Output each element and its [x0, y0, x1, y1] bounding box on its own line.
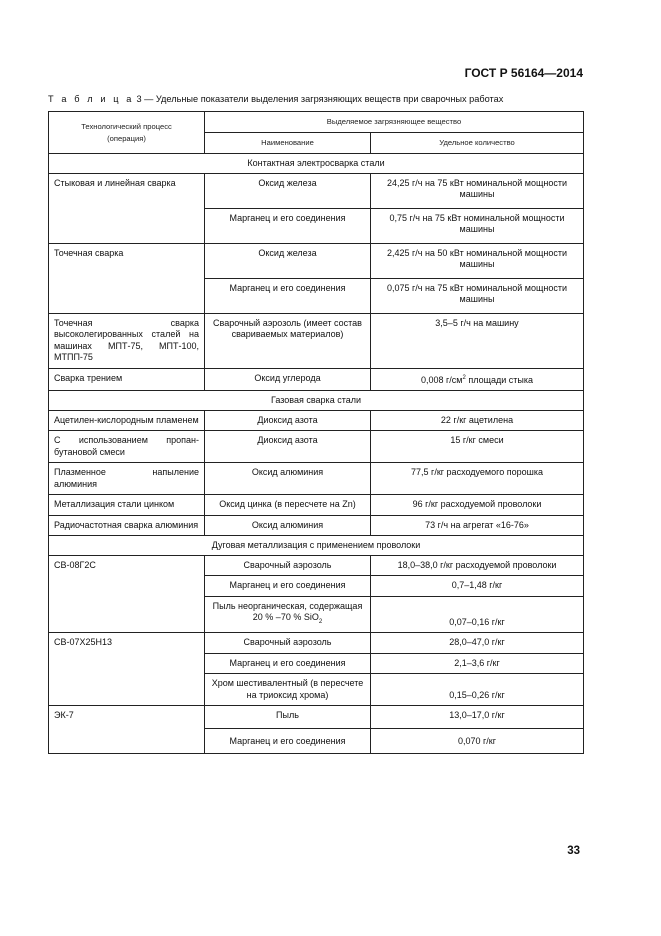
substance-name-cell: Марганец и его соединения — [205, 729, 371, 754]
substance-name-cell: Сварочный аэрозоль (имеет состав свариваемых материалов) — [205, 313, 371, 368]
amount-cell: 18,0–38,0 г/кг расходуемой проволоки — [371, 555, 584, 576]
amount-cell: 0,7–1,48 г/кг — [371, 576, 584, 597]
table-row — [49, 243, 584, 278]
substance-name-cell: Пыль — [205, 706, 371, 729]
amount-cell: 0,75 г/ч на 75 кВт номинальной мощности машины — [371, 208, 584, 243]
table-caption — [48, 94, 588, 104]
amount-cell: 0,075 г/ч на 75 кВт номинальной мощности машины — [371, 278, 584, 313]
process-cell: С использованием пропан-бутановой смеси — [49, 431, 205, 463]
process-cell: Ацетилен-кислородным пламенем — [49, 410, 205, 431]
substance-name-cell: Марганец и его соединения — [205, 278, 371, 313]
substance-name-cell: Марганец и его соединения — [205, 653, 371, 674]
amount-cell: 28,0–47,0 г/кг — [371, 633, 584, 654]
table-row — [49, 313, 584, 368]
amount-cell: 15 г/кг смеси — [371, 431, 584, 463]
amount-cell: 2,1–3,6 г/кг — [371, 653, 584, 674]
substance-name-cell: Оксид углерода — [205, 368, 371, 391]
table-row — [49, 515, 584, 536]
table-row — [49, 463, 584, 495]
substance-name-cell: Марганец и его соединения — [205, 576, 371, 597]
table-caption-text: 3 — Удельные показатели выделения загрязняющих веществ при сварочных работах — [133, 94, 504, 104]
amount-cell: 77,5 г/кг расходуемого порошка — [371, 463, 584, 495]
header-process: Технологический процесс (операция) — [49, 112, 205, 154]
process-cell: Сварка трением — [49, 368, 205, 391]
amount-cell: 96 г/кг расходуемой проволоки — [371, 495, 584, 516]
table-row — [49, 410, 584, 431]
substance-subscript: 2 — [318, 618, 323, 625]
header-amount: Удельное количество — [371, 133, 584, 154]
header-name: Наименование — [205, 133, 371, 154]
process-cell: Плазменное напыление алюминия — [49, 463, 205, 495]
process-cell: СВ-08Г2С — [49, 555, 205, 633]
substance-name-cell — [205, 596, 371, 633]
amount-cell: 13,0–17,0 г/кг — [371, 706, 584, 729]
substance-name-cell: Марганец и его соединения — [205, 208, 371, 243]
substance-name-cell: Оксид железа — [205, 243, 371, 278]
table-row — [49, 368, 584, 391]
table-row — [49, 555, 584, 576]
substance-name-cell: Оксид железа — [205, 173, 371, 208]
process-cell: Стыковая и линейная сварка — [49, 173, 205, 243]
amount-cell — [371, 368, 584, 391]
substance-name-cell: Оксид алюминия — [205, 463, 371, 495]
table-caption-prefix: Т а б л и ц а — [48, 94, 134, 104]
emissions-table — [48, 111, 584, 754]
amount-cell: 22 г/кг ацетилена — [371, 410, 584, 431]
process-cell: Радиочастотная сварка алюминия — [49, 515, 205, 536]
amount-cell: 73 г/ч на агрегат «16-76» — [371, 515, 584, 536]
substance-name-cell: Сварочный аэрозоль — [205, 633, 371, 654]
document-code: ГОСТ Р 56164—2014 — [464, 66, 583, 80]
substance-name-cell: Сварочный аэрозоль — [205, 555, 371, 576]
section-row — [49, 154, 584, 174]
amount-cell: 24,25 г/ч на 75 кВт номинальной мощности машины — [371, 173, 584, 208]
amount-cell: 0,15–0,26 г/кг — [371, 674, 584, 706]
section-row — [49, 536, 584, 556]
section-row — [49, 391, 584, 411]
table-row — [49, 495, 584, 516]
section-gas: Газовая сварка стали — [49, 391, 584, 411]
table-header-row — [49, 112, 584, 133]
table-row — [49, 706, 584, 729]
process-cell: СВ-07Х25Н13 — [49, 633, 205, 706]
page-number: 33 — [567, 845, 580, 857]
substance-name-cell: Хром шестивалентный (в пересчете на триоксид хрома) — [205, 674, 371, 706]
amount-cell: 2,425 г/ч на 50 кВт номинальной мощности машины — [371, 243, 584, 278]
table-row — [49, 633, 584, 654]
substance-name-cell: Диоксид азота — [205, 410, 371, 431]
amount-cell: 3,5–5 г/ч на машину — [371, 313, 584, 368]
substance-name-cell: Оксид цинка (в пересчете на Zn) — [205, 495, 371, 516]
process-cell: ЭК-7 — [49, 706, 205, 754]
amount-unit: площади стыка — [465, 374, 533, 385]
header-substance: Выделяемое загрязняющее вещество — [205, 112, 584, 133]
amount-superscript: 2 — [462, 374, 466, 381]
amount-cell: 0,07–0,16 г/кг — [371, 596, 584, 633]
section-arc: Дуговая металлизация с применением проволоки — [49, 536, 584, 556]
amount-cell: 0,070 г/кг — [371, 729, 584, 754]
section-contact: Контактная электросварка стали — [49, 154, 584, 174]
table-row — [49, 173, 584, 208]
process-cell: Точечная сварка — [49, 243, 205, 313]
process-cell: Металлизация стали цинком — [49, 495, 205, 516]
amount-value: 0,008 г/см — [421, 374, 463, 385]
substance-name: Пыль неорганическая, содержащая 20 % –70 % SiO — [212, 600, 363, 622]
substance-name-cell: Оксид алюминия — [205, 515, 371, 536]
substance-name-cell: Диоксид азота — [205, 431, 371, 463]
process-cell: Точечная сварка высоколегированных сталей на машинах МПТ-75, МПТ-100, МТПП-75 — [49, 313, 205, 368]
table-row — [49, 431, 584, 463]
